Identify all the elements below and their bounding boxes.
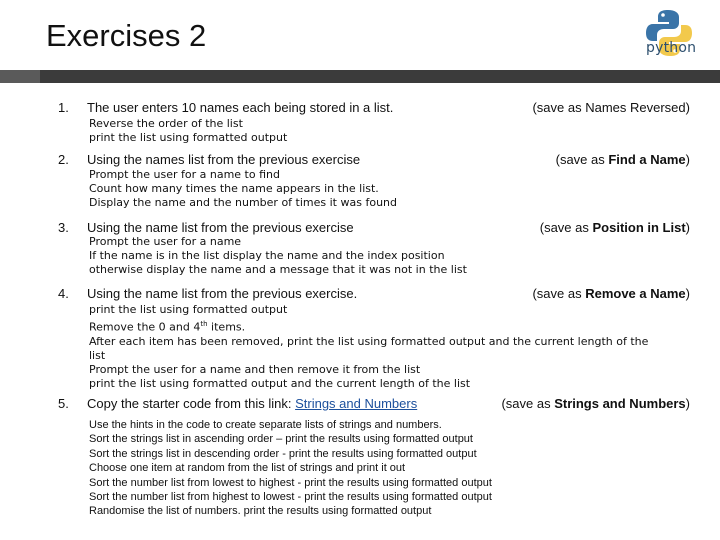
exercise-text: The user enters 10 names each being stored in a list. — [87, 100, 394, 115]
exercise-number: 3. — [58, 220, 69, 235]
save-name: Strings and Numbers — [554, 396, 686, 411]
save-as-label: (save as Names Reversed) — [532, 100, 690, 115]
detail-line: Sort the strings list in ascending order – print the results using formatted output — [89, 433, 473, 446]
slide-title: Exercises 2 — [46, 18, 207, 53]
python-logo-text: python — [646, 40, 697, 56]
header-divider-accent — [0, 70, 40, 83]
starter-code-link[interactable]: Strings and Numbers — [295, 396, 418, 411]
save-name: Position in List — [592, 220, 686, 235]
exercise-number: 4. — [58, 286, 69, 301]
detail-line: Sort the number list from highest to lowest - print the results using formatted output — [89, 491, 492, 504]
detail-line: list — [89, 348, 106, 362]
detail-line: Prompt the user for a name — [89, 235, 242, 248]
exercise-number: 5. — [58, 396, 69, 411]
exercise-text: Using the names list from the previous exercise — [87, 152, 361, 167]
exercise-number: 1. — [58, 100, 69, 115]
exercise-number: 2. — [58, 152, 69, 167]
exercise-text: Copy the starter code from this link: Strings and Numbers — [87, 396, 418, 411]
exercise-details — [89, 235, 467, 277]
save-as-label: (save as Find a Name) — [555, 152, 690, 167]
save-name: Remove a Name — [585, 286, 686, 301]
detail-line: Sort the number list from lowest to highest - print the results using formatted output — [89, 476, 492, 489]
exercise-details — [89, 117, 287, 145]
save-name: Names Reversed — [585, 100, 686, 115]
detail-line: If the name is in the list display the name and the index position — [89, 249, 445, 262]
exercise-details — [89, 168, 397, 210]
detail-line: otherwise display the name and a message that it was not in the list — [89, 263, 467, 276]
save-name: Find a Name — [608, 152, 686, 167]
exercise-details — [89, 418, 492, 519]
exercise-text: Using the name list from the previous exercise — [87, 220, 354, 235]
exercise-text: Using the name list from the previous exercise. — [87, 286, 358, 301]
detail-line: Use the hints in the code to create separate lists of strings and numbers. — [89, 419, 442, 431]
header-divider-bar — [0, 70, 720, 83]
detail-line: print the list using formatted output and the current length of the list — [89, 376, 471, 390]
detail-line: Sort the strings list in descending order - print the results using formatted output — [89, 447, 477, 460]
detail-line: print the list using formatted output — [89, 303, 288, 316]
detail-line: Count how many times the name appears in the list. — [89, 182, 379, 195]
detail-line: Display the name and the number of times it was found — [89, 196, 397, 209]
detail-line: Choose one item at random from the list of strings and print it out — [89, 462, 406, 475]
save-as-label: (save as Position in List) — [539, 220, 690, 235]
detail-line: print the list using formatted output — [89, 131, 288, 144]
detail-line: Remove the 0 and 4th items. — [89, 320, 246, 334]
detail-line: Prompt the user for a name and then remove it from the list — [89, 362, 421, 376]
save-as-label: (save as Remove a Name) — [532, 286, 690, 301]
detail-line: Reverse the order of the list — [89, 117, 243, 130]
save-as-label: (save as Strings and Numbers) — [501, 396, 690, 411]
detail-line: Prompt the user for a name to find — [89, 168, 280, 181]
exercise-details — [89, 303, 648, 391]
detail-line: After each item has been removed, print the list using formatted output and the current length of the — [89, 334, 649, 348]
detail-line: Randomise the list of numbers. print the results using formatted output — [89, 505, 432, 518]
